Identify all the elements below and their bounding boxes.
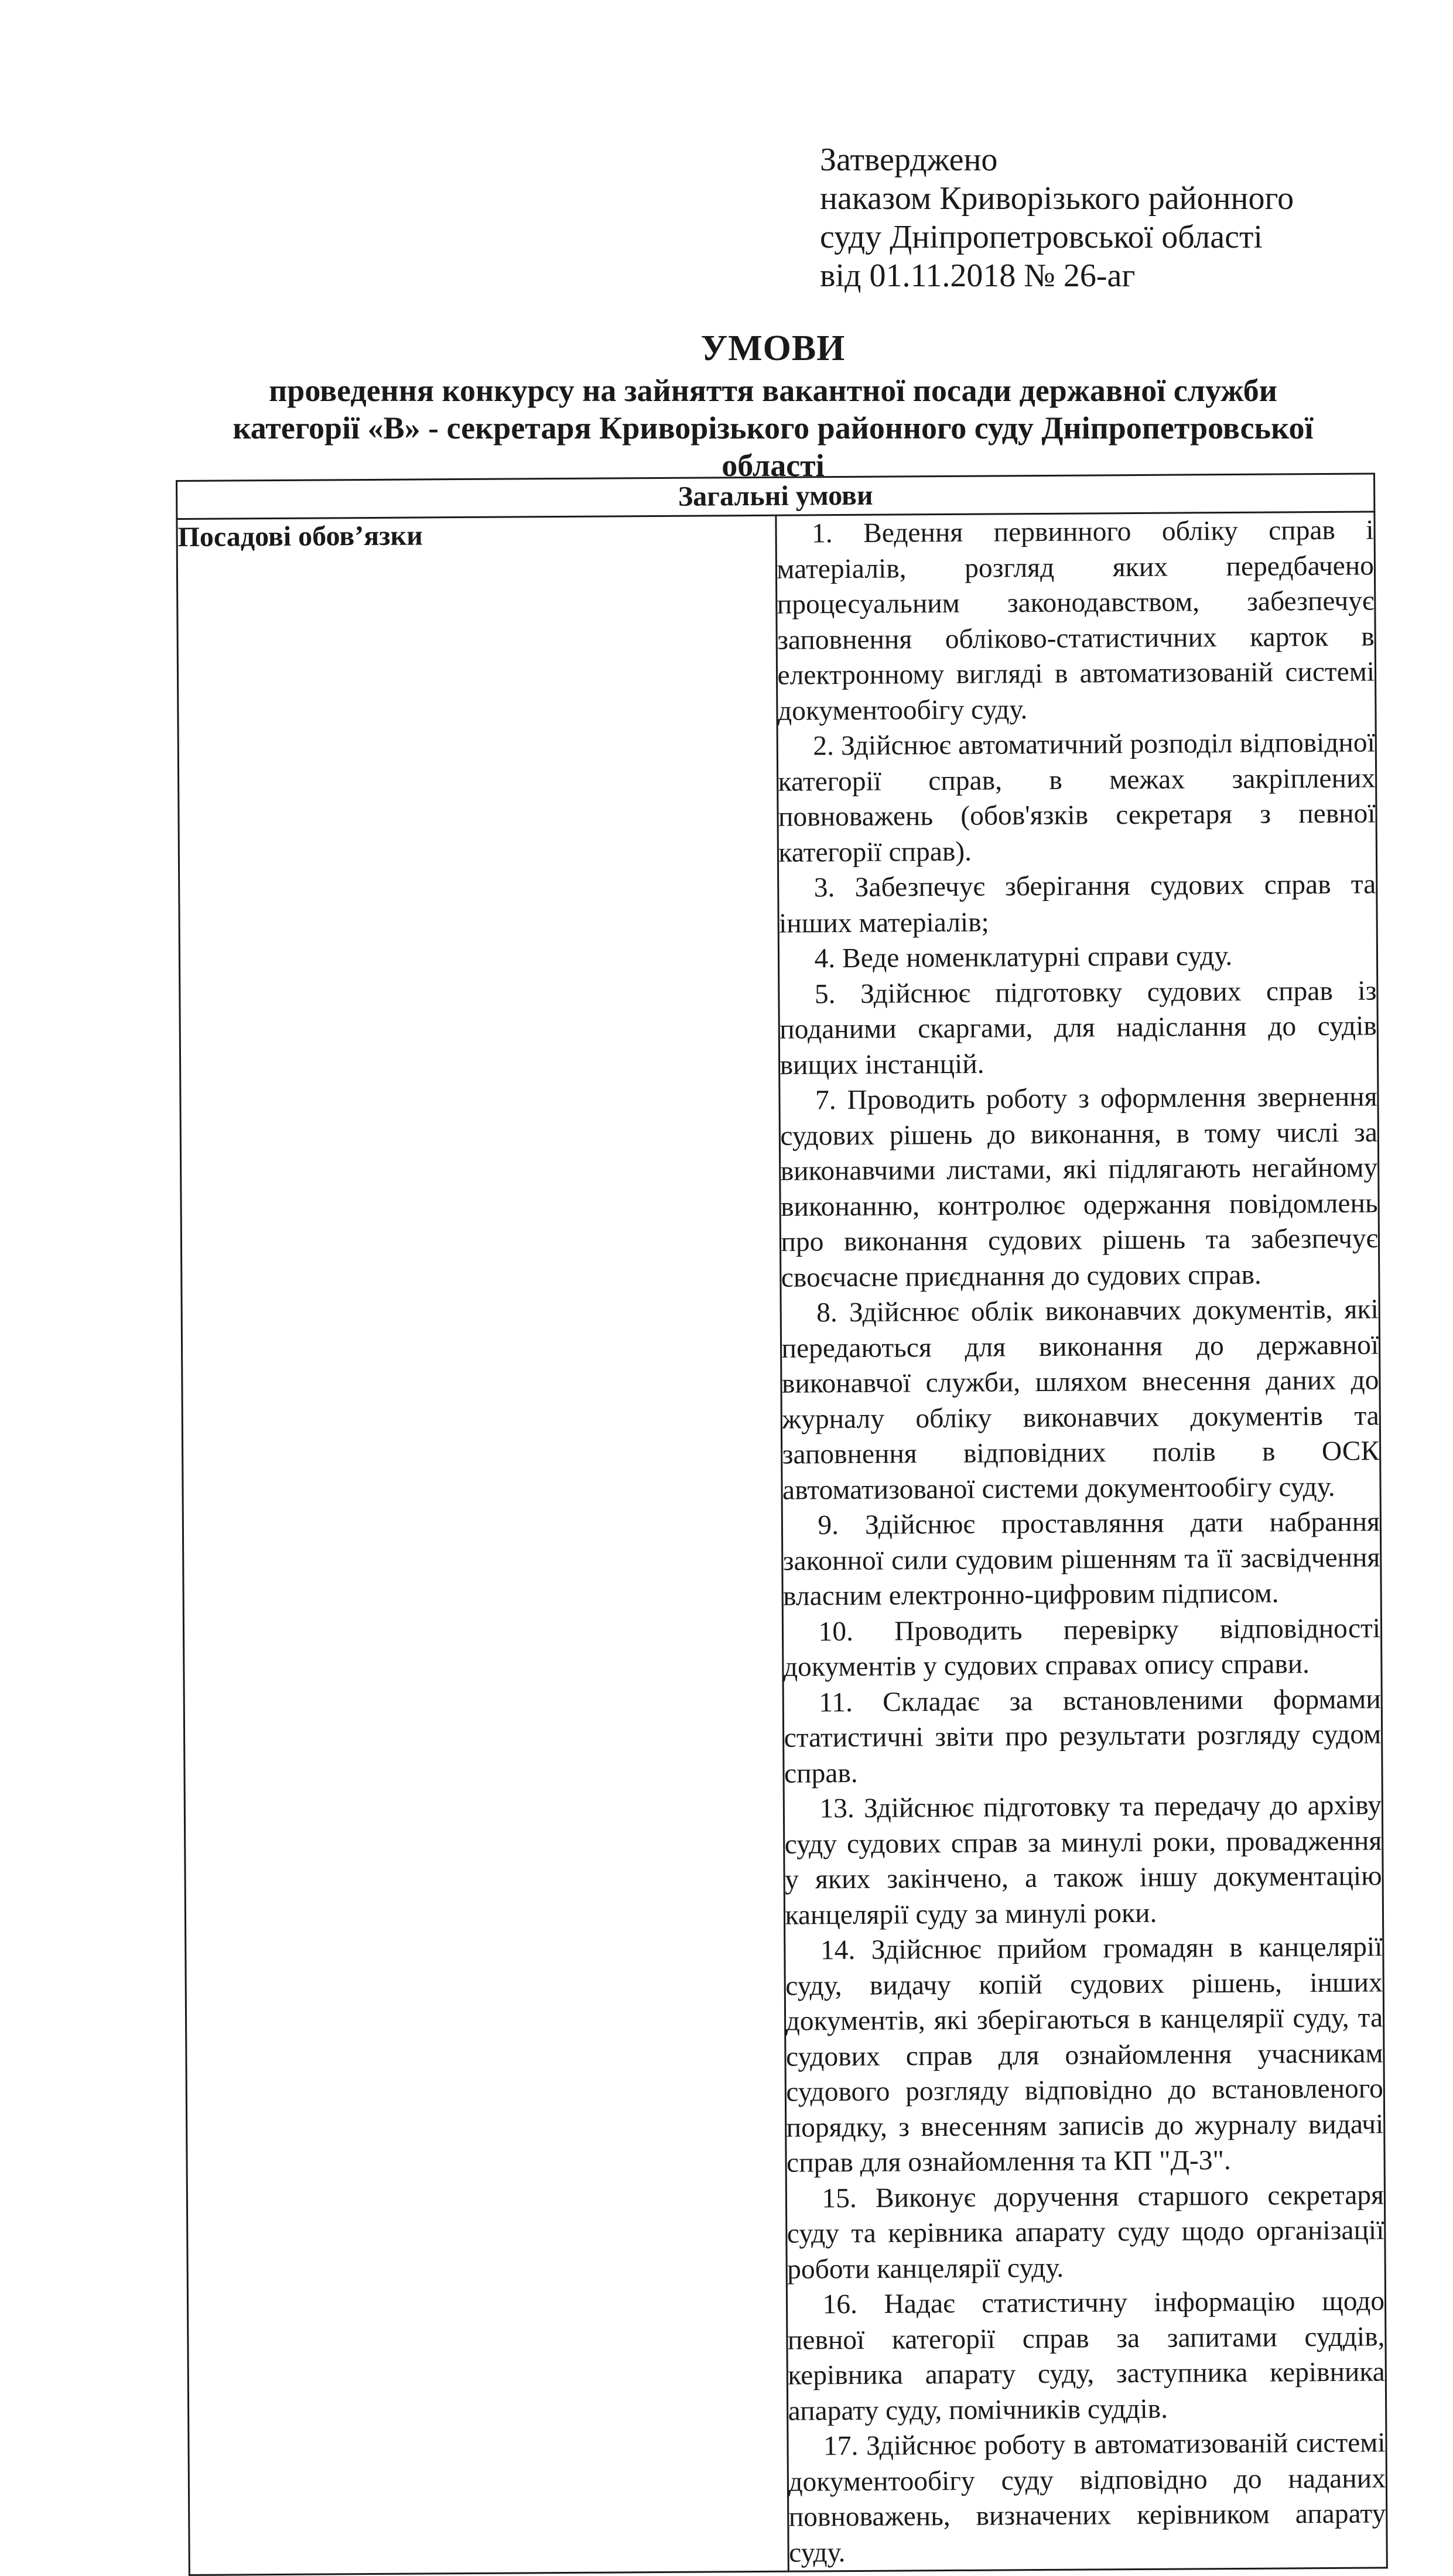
approval-line: наказом Криворізького районного: [820, 180, 1294, 217]
duty-item: 2. Здійснює автоматичний розподіл відповідної категорії справ, в межах закріплених повноважень (обов'язків секретаря з певної категорії справ).: [778, 727, 1376, 868]
document-subtitle-line: області: [722, 448, 825, 483]
duty-item: 15. Виконує доручення старшого секретаря суду та керівника апарату суду щодо організації роботи канцелярії суду.: [787, 2179, 1384, 2285]
duty-item: 5. Здійснює підготовку судових справ із поданими скаргами, для надіслання до судів вищих інстанцій.: [780, 975, 1377, 1081]
duty-item: 17. Здійснює роботу в автоматизованій системі документообігу суду відповідно до наданих повноважень, визначених керівником апарату суду.: [788, 2427, 1386, 2568]
duty-item: 1. Ведення первинного обліку справ і матеріалів, розгляд яких передбачено процесуальним законодавством, забезпечує заповнення обліково-статистичних карток в електронному вигляді в автоматизованій системі документообігу суду.: [777, 515, 1375, 727]
duty-item: 9. Здійснює проставляння дати набрання законної сили судовим рішенням та її засвідчення власним електронно-цифровим підписом.: [782, 1506, 1380, 1612]
duty-item: 3. Забезпечує зберігання судових справ та інших матеріалів;: [778, 869, 1376, 939]
duty-item: 10. Проводить перевірку відповідності документів у судових справах опису справи.: [783, 1612, 1381, 1683]
row-label-duties: Посадові обов’язки: [177, 515, 788, 2575]
approval-line: Затверджено: [820, 142, 998, 178]
section-header: Загальні умови: [177, 474, 1375, 519]
duty-item: 4. Веде номенклатурні справи суду.: [814, 940, 1233, 974]
conditions-table: [176, 472, 1388, 2575]
duty-item: 14. Здійснює прийом громадян в канцелярії суду, видачу копій судових рішень, інших документів, які зберігаються в канцелярії суду, та судових справ для ознайомлення учасникам судового розгляду відповідно до встановленого порядку, з внесенням записів до журналу видачі справ для ознайомлення та КП "Д-3".: [785, 1931, 1384, 2178]
document-subtitle-line: проведення конкурсу на зайняття вакантної посади державної служби: [269, 373, 1277, 408]
table-row: [177, 512, 1387, 2575]
document-subtitle-line: категорії «В» - секретаря Криворізького районного суду Дніпропетровської: [233, 410, 1314, 446]
duty-item: 8. Здійснює облік виконавчих документів, які передаються для виконання до державної виконавчої служби, шляхом внесення даних до журналу обліку виконавчих документів та заповнення відповідних полів в ОСК автоматизованої системи документообігу суду.: [781, 1294, 1380, 1506]
duty-item: 16. Надає статистичну інформацію щодо певної категорії справ за запитами суддів, керівника апарату суду, заступника керівника апарату суду, помічників суддів.: [787, 2286, 1385, 2427]
document-heading: [170, 325, 1376, 484]
duty-item: 7. Проводить роботу з оформлення звернення судових рішень до виконання, в тому числі за виконавчими листами, які підлягають негайному виконанню, контролює одержання повідомлень про виконання судових рішень та забезпечує своєчасне приєднання до судових справ.: [780, 1081, 1379, 1293]
duty-item: 11. Складає за встановленими формами статистичні звіти про результати розгляду судом справ.: [784, 1683, 1382, 1789]
approval-line: суду Дніпропетровської області: [820, 219, 1263, 255]
document-title: УМОВИ: [700, 328, 846, 368]
approval-stamp: [820, 141, 1294, 295]
section-header-row: [177, 474, 1375, 519]
approval-line: від 01.11.2018 № 26-аг: [820, 258, 1136, 294]
duty-item: 13. Здійснює підготовку та передачу до архіву суду судових справ за минулі роки, провадження у яких закінчено, а також іншу документацію канцелярії суду за минулі роки.: [784, 1790, 1382, 1931]
duties-list: [775, 512, 1387, 2571]
